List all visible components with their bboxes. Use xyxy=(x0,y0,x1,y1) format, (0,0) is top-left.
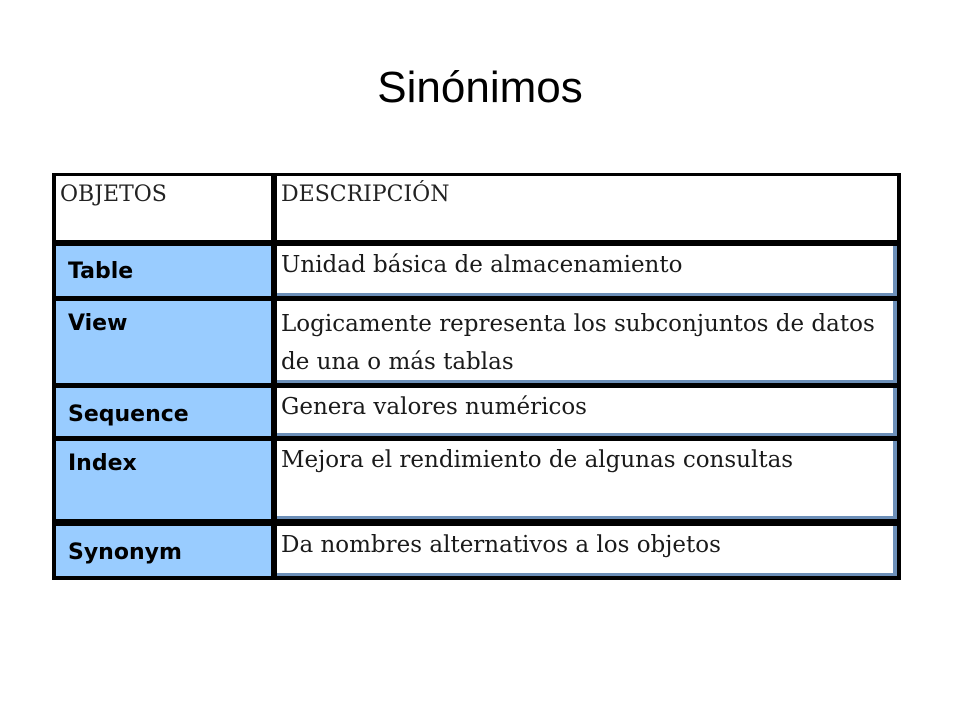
cell-shadow xyxy=(277,380,897,383)
cell-shadow xyxy=(893,526,897,576)
description-cell-sequence xyxy=(277,388,897,436)
slide-title: Sinónimos xyxy=(377,63,583,112)
object-cell-view: View xyxy=(56,301,271,383)
description-cell-synonym xyxy=(277,526,897,576)
cell-shadow xyxy=(277,516,897,519)
description-text: Mejora el rendimiento de algunas consultas xyxy=(281,447,794,473)
header-description-cell: DESCRIPCIÓN xyxy=(277,176,897,240)
cell-shadow xyxy=(893,441,897,519)
cell-shadow xyxy=(893,246,897,296)
description-text: Da nombres alternativos a los objetos xyxy=(281,532,721,558)
object-cell-table: Table xyxy=(56,246,271,296)
object-cell-index: Index xyxy=(56,441,271,519)
description-cell-table xyxy=(277,246,897,296)
description-text: Unidad básica de almacenamiento xyxy=(281,252,683,278)
header-objects-cell: OBJETOS xyxy=(56,176,271,240)
cell-shadow xyxy=(893,388,897,436)
cell-shadow xyxy=(277,433,897,436)
description-cell-view xyxy=(277,301,897,383)
cell-shadow xyxy=(277,293,897,296)
cell-shadow xyxy=(893,301,897,383)
objects-table xyxy=(52,173,901,580)
object-cell-sequence: Sequence xyxy=(56,388,271,436)
description-cell-index xyxy=(277,441,897,519)
cell-shadow xyxy=(277,573,897,576)
description-text: Logicamente representa los subconjuntos de datos de una o más tablas xyxy=(281,311,875,375)
object-cell-synonym: Synonym xyxy=(56,526,271,576)
description-text: Genera valores numéricos xyxy=(281,394,587,420)
